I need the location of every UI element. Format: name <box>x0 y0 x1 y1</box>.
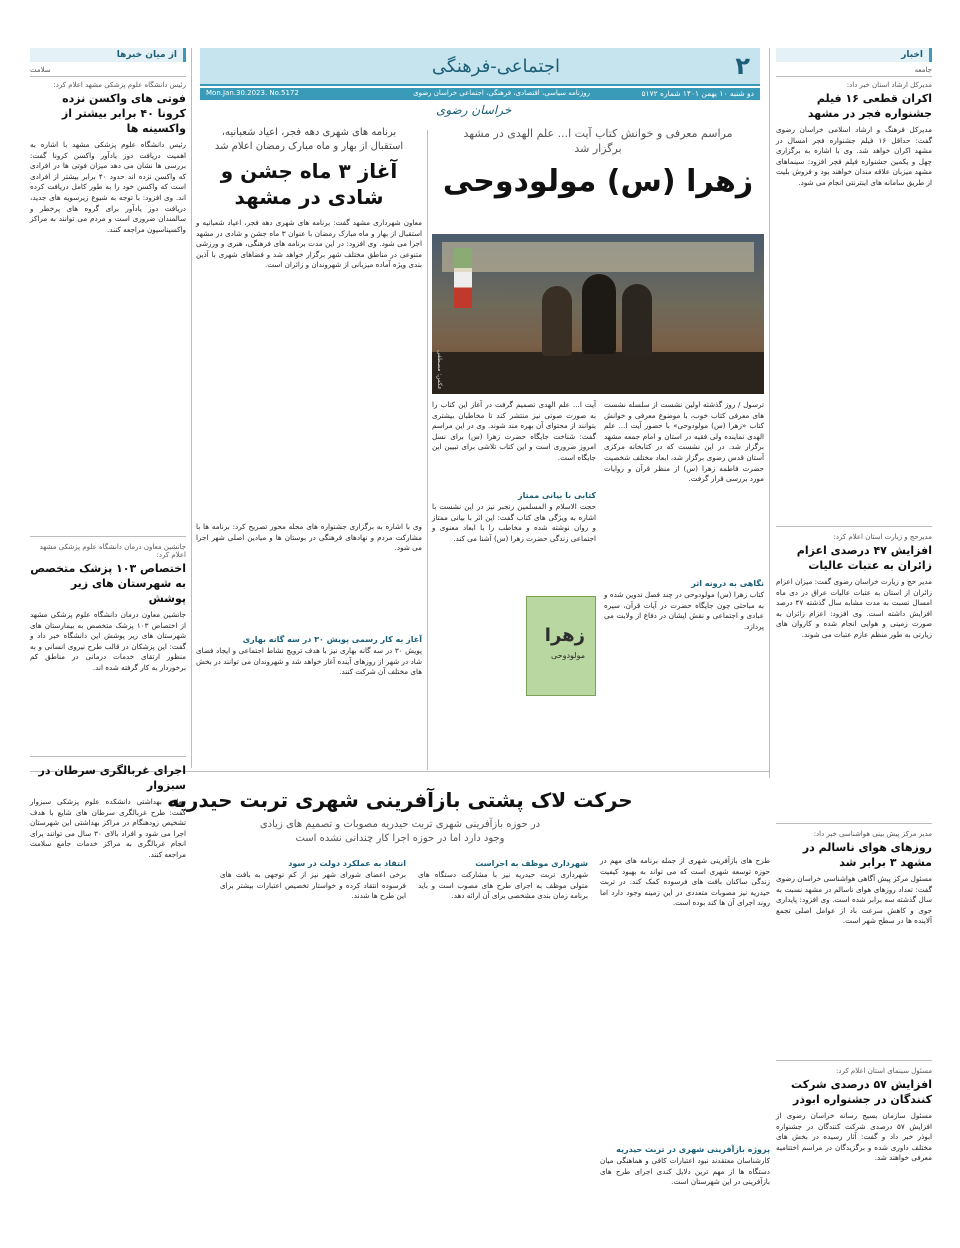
section-title: اجتماعی-فرهنگی <box>431 56 560 77</box>
right-story-4-kicker: مسئول سینمای استان اعلام کرد: <box>836 1067 932 1075</box>
book-cover <box>526 596 596 696</box>
festival-story-subhead: آغاز به کار رسمی پویش ۳۰ در سه گانه بهاری <box>242 635 422 644</box>
left-story-3-title[interactable]: اجرای غربالگری سرطان در سبزوار <box>38 764 186 792</box>
right-column-sublabel: جامعه <box>914 66 932 74</box>
right-story-4-title[interactable]: افزایش ۵۷ درصدی شرکت کنندگان در جشنواره ابوذر <box>791 1078 932 1106</box>
bottom-story-body-2: کارشناسان معتقدند نبود اعتبارات کافی و هماهنگی میان دستگاه ها از مهم ترین دلایل کندی اجرای طرح های بازآفرینی در این شهرستان است. <box>600 1156 770 1187</box>
bottom-story-col-1-lower <box>600 1142 770 1236</box>
tagline: روزنامه سیاسی، اقتصادی، فرهنگی، اجتماعی خراسان رضوی <box>413 89 590 97</box>
date-line: دو شنبه ۱۰ بهمن ۱۴۰۱ شماره ۵۱۷۲ <box>641 89 754 98</box>
main-story-subhead-2: نگاهی به درونه اثر <box>691 579 764 588</box>
festival-story-title[interactable]: آغاز ۳ ماه جشن و شادی در مشهد <box>220 159 398 209</box>
bottom-story-subhead-1: پروژه بازآفرینی شهری در تربت حیدریه <box>616 1145 770 1154</box>
bottom-story-body-3: شهرداری تربت حیدریه نیز با مشارکت دستگاه های متولی موظف به اجرای طرح های مصوب است و باید برنامه زمان بندی مشخصی برای آن ارائه دهد. <box>418 870 588 901</box>
festival-story <box>196 126 422 770</box>
page-header <box>200 48 760 120</box>
main-story-body-4: کتاب زهرا (س) مولودوحی در چند فصل تدوین شده و به مباحثی چون جایگاه حضرت در آیات قرآن، سیره عبادی و اجتماعی و نقش ایشان در دفاع از ولایت می پردازد. <box>604 590 764 631</box>
photo-person-3 <box>622 284 652 356</box>
logo: خراسان رضوی <box>436 103 512 117</box>
photo-table <box>432 352 764 394</box>
bottom-story-body-1: طرح های بازآفرینی شهری از جمله برنامه های مهم در حوزه توسعه شهری است که می تواند به بهبود کیفیت زندگی ساکنان بافت های فرسوده کمک کند. در تربت حیدریه نیز مصوبات متعددی در این زمینه وجود دارد اما روند اجرای آن ها کند بوده است. <box>600 856 770 908</box>
bottom-story-subtitle: در حوزه بازآفرینی شهری تربت حیدریه مصوبات و تصمیم های زیادی وجود دارد اما در حوزه اجرا کار چندانی نشده است <box>259 819 541 844</box>
right-story-2 <box>776 533 932 817</box>
right-story-1 <box>776 81 932 520</box>
festival-story-kicker: برنامه های شهری دهه فجر، اعیاد شعبانیه، استقبال از بهار و ماه مبارک رمضان اعلام شد <box>214 127 404 152</box>
left-story-1-title[interactable]: فوتی های واکسن نزده کرونا ۴۰ برابر بیشتر از واکسینه ها <box>61 92 186 135</box>
left-story-2-title[interactable]: اختصاص ۱۰۳ پزشک متخصص به شهرستان های زیر پوشش <box>30 562 186 605</box>
book-title: زهرا <box>544 625 585 646</box>
page-number: ۲ <box>735 52 750 80</box>
right-story-2-body: مدیر حج و زیارت خراسان رضوی گفت: میزان اعزام زائران از استان به عتبات عالیات عراق در دی ماه امسال نسبت به مدت مشابه سال گذشته ۴۷ درصد افزایش داشته است. وی افزود: اعزام زائران به صورت زمینی و هوایی انجام شده و کاروان های زیارتی به طور منظم عازم عتبات می شوند. <box>776 577 932 639</box>
photo-banner <box>442 242 754 272</box>
right-story-3-kicker: مدیر مرکز پیش بینی هواشناسی خبر داد: <box>813 830 932 838</box>
bottom-story-subhead-2: شهرداری موظف به اجراست <box>475 859 588 868</box>
right-story-2-kicker: مدیرحج و زیارت استان اعلام کرد: <box>833 533 932 541</box>
right-story-4-body: مسئول سازمان بسیج رسانه خراسان رضوی از افزایش ۵۷ درصدی شرکت کنندگان در جشنواره ابوذر خبر داد و گفت: آثار رسیده در بخش های مختلف داوری شده و برگزیدگان در مراسم اختتامیه معرفی خواهند شد. <box>776 1111 932 1163</box>
main-story-photo <box>432 234 764 394</box>
festival-story-body-1: معاون شهرداری مشهد گفت: برنامه های شهری دهه فجر، اعیاد شعبانیه و استقبال از بهار و ماه مبارک رمضان با عنوان ۳ ماه جشن و شادی در مشهد اجرا می شود. وی افزود: در این مدت برنامه های فرهنگی، هنری و ورزشی متنوعی در مناطق مختلف شهر برگزار خواهد شد و فضاهای شهری با آذین بندی ویژه آماده میزبانی از شهروندان و زائران است. <box>196 218 422 270</box>
left-story-2 <box>30 543 186 750</box>
left-story-3-body: معاون بهداشتی دانشکده علوم پزشکی سبزوار گفت: طرح غربالگری سرطان های شایع با هدف تشخیص زودهنگام در مراکز بهداشتی این شهرستان اجرا می شود و افراد بالای ۳۰ سال می توانند برای انجام غربالگری به مراکز خدمات جامع سلامت مراجعه کنند. <box>30 797 186 859</box>
main-story-book-caption <box>432 596 522 696</box>
right-story-4 <box>776 1067 932 1164</box>
right-news-column <box>776 48 932 1238</box>
right-story-1-title[interactable]: اکران قطعی ۱۶ فیلم جشنواره فجر در مشهد <box>807 92 932 120</box>
festival-story-body-3: پویش ۳۰ در سه گانه بهاری نیز با هدف ترویج نشاط اجتماعی و ایجاد فضای شاد در شهر از روزهای آینده آغاز خواهد شد و شهروندان می توانند در بخش های مختلف آن شرکت کنند. <box>196 646 422 677</box>
photo-credit: عکس: مصطفی <box>436 350 443 390</box>
main-story-kicker: مراسم معرفی و خوانش کتاب آیت ا... علم الهدی در مشهد برگزار شد <box>463 127 733 155</box>
main-story-subhead-1: کتابی با بیانی ممتاز <box>518 491 596 500</box>
left-story-1 <box>30 81 186 530</box>
left-story-2-kicker: جانشین معاون درمان دانشگاه علوم پزشکی مشهد اعلام کرد: <box>39 543 186 559</box>
left-column-sublabel: سلامت <box>30 66 51 74</box>
bottom-story-body-4: برخی اعضای شورای شهر نیز از کم توجهی به بافت های فرسوده انتقاد کرده و خواستار تخصیص اعتبارات بیشتر برای این طرح ها شدند. <box>220 870 406 901</box>
bottom-story <box>30 776 770 1238</box>
photo-person-2 <box>542 286 572 356</box>
separator-mid <box>427 130 428 770</box>
main-story-title[interactable]: زهرا (س) مولودوحی <box>442 164 754 199</box>
book-subtitle: مولودوحی <box>550 651 585 660</box>
bottom-story-col-3 <box>220 856 406 1230</box>
right-story-3-body: مسئول مرکز پیش آگاهی هواشناسی خراسان رضوی گفت: تعداد روزهای هوای ناسالم در مشهد نسبت به سال گذشته سه برابر شده است. وی افزود: پایداری جوی و کاهش سرعت باد از عوامل اصلی تجمع آلاینده ها در سطح شهر است. <box>776 874 932 926</box>
english-date: Mon.Jan.30.2023. No.5172 <box>206 89 299 97</box>
separator-left <box>191 48 192 768</box>
left-story-1-body: رئیس دانشگاه علوم پزشکی مشهد با اشاره به اهمیت دریافت دوز یادآور واکسن کرونا گفت: بررسی ها نشان می دهد میزان فوتی ها در افرادی که واکسن نزده اند حدود ۴۰ برابر بیشتر از افرادی است که واکسن خود را به طور کامل دریافت کرده اند. وی افزود: با توجه به شیوع زیرسویه های جدید، دریافت دوز یادآور برای گروه های پرخطر و سالمندان ضروری است و مردم می توانند به مراکز واکسیناسیون مراجعه کنند. <box>30 140 186 234</box>
left-story-1-kicker: رئیس دانشگاه علوم پزشکی مشهد اعلام کرد: <box>53 81 186 89</box>
right-column-label: اخبار <box>776 48 932 62</box>
main-story-body-2: آیت ا... علم الهدی تصمیم گرفت در آغاز این کتاب را به صورت صوتی نیز منتشر کند تا مخاطبان بیشتری بتوانند از محتوای آن بهره مند شوند. وی در این مراسم گفت: شناخت جایگاه حضرت زهرا (س) برای نسل امروز ضروری است و این کتاب تلاشی برای تبیین این جایگاه است. <box>432 400 596 462</box>
main-story-col-1-lower <box>604 576 764 770</box>
right-story-3 <box>776 830 932 1054</box>
main-story <box>432 126 764 770</box>
bottom-story-subhead-3: انتقاد به عملکرد دولت در سود <box>288 859 406 868</box>
left-story-2-body: جانشین معاون درمان دانشگاه علوم پزشکی مشهد از اختصاص ۱۰۳ پزشک متخصص به بیمارستان های شهرستان های زیر پوشش این دانشگاه خبر داد و گفت: این پزشکان در قالب طرح نیروی انسانی و به منظور ارتقای خدمات درمانی در مناطق کم برخوردار به کار گرفته شده اند. <box>30 610 186 672</box>
separator-right <box>769 48 770 778</box>
main-story-body-3: حجت الاسلام و المسلمین رنجبر نیز در این نشست با اشاره به ویژگی های کتاب گفت: این اثر با بیانی ممتاز و روان نوشته شده و مخاطب را با ابعاد معنوی و اجتماعی زندگی حضرت زهرا (س) آشنا می کند. <box>432 502 596 543</box>
bottom-story-title[interactable]: حرکت لاک پشتی بازآفرینی شهری تربت حیدریه <box>167 788 633 812</box>
main-story-col-2-lower <box>432 488 596 588</box>
left-news-column <box>30 48 186 859</box>
main-story-body-1: ترسول / روز گذشته اولین نشست از سلسله نشست های معرفی کتاب خوب، با موضوع معرفی و خوانش کتاب «زهرا (س) مولودوحی» با حضور آیت ا... علم الهدی نماینده ولی فقیه در استان و امام جمعه مشهد برگزار شد. در این نشست که در کتابخانه مرکزی آستان قدس رضوی برگزار شد، ابعاد مختلف شخصیت حضرت فاطمه زهرا (س) از منظر قرآن و روایات مورد بررسی قرار گرفت. <box>604 400 764 484</box>
photo-person-1 <box>582 274 616 354</box>
right-story-2-title[interactable]: افزایش ۴۷ درصدی اعزام زائران به عتبات عالیات <box>796 544 932 572</box>
right-story-3-title[interactable]: روزهای هوای ناسالم در مشهد ۳ برابر شد <box>802 841 932 869</box>
right-story-1-body: مدیرکل فرهنگ و ارشاد اسلامی خراسان رضوی گفت: حداقل ۱۶ فیلم جشنواره فجر امسال در مشهد اکران خواهد شد. وی با اشاره به برگزاری چهل و یکمین جشنواره فیلم فجر افزود: سینماهای مشهد میزبان علاقه مندان خواهند بود و فروش بلیت از طریق سامانه های اینترنتی انجام می شود. <box>776 125 933 187</box>
festival-story-body-2: وی با اشاره به برگزاری جشنواره های محله محور تصریح کرد: برنامه ها با مشارکت مردم و نهادهای فرهنگی در بوستان ها و میادین اصلی شهر اجرا می شود. <box>196 522 422 553</box>
bottom-story-col-2 <box>418 856 588 1230</box>
left-column-label: از میان خبرها <box>30 48 186 62</box>
right-story-1-kicker: مدیرکل ارشاد استان خبر داد: <box>846 81 932 89</box>
